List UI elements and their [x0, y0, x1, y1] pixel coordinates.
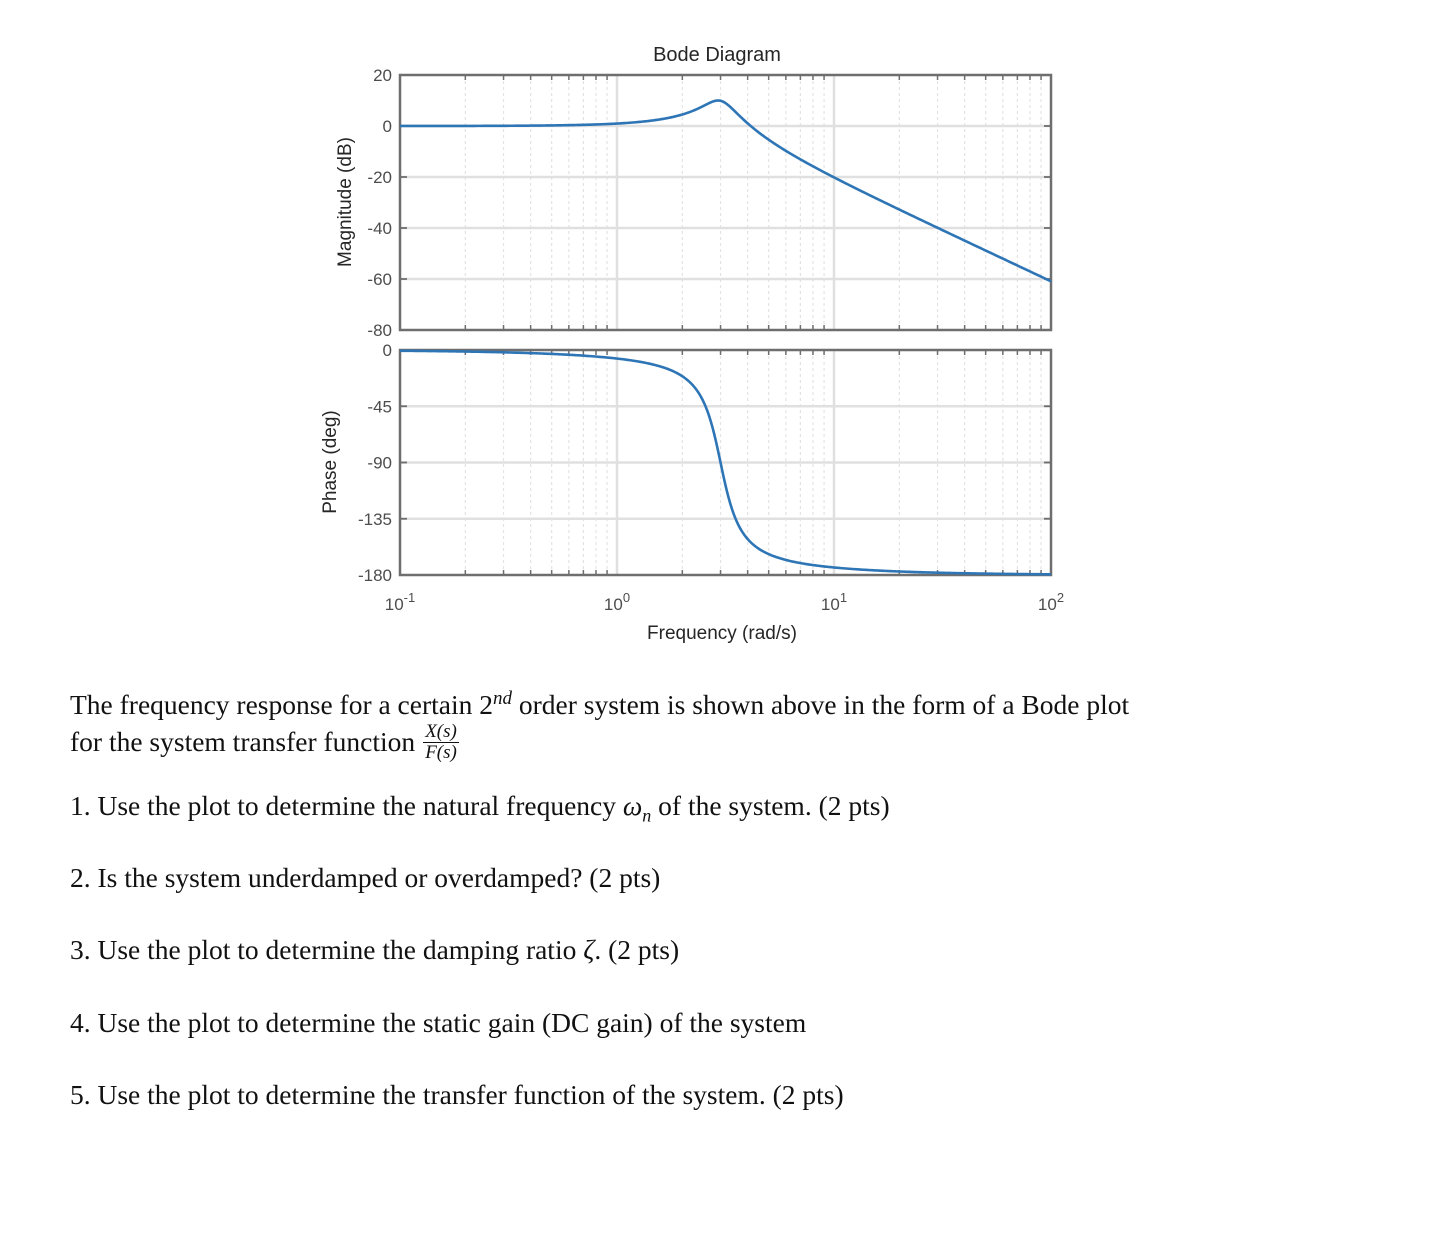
question-5: 5. Use the plot to determine the transfer function of the system. (2 pts) [70, 1079, 844, 1110]
magnitude-axis-label: Magnitude (dB) [335, 137, 356, 267]
x-tick-labels [385, 590, 1064, 614]
phase-y-ticks [358, 341, 392, 585]
y-tick-label: -180 [357, 566, 392, 585]
q1-text-a: 1. Use the plot to determine the natural frequency [70, 790, 623, 821]
y-tick-label: -135 [357, 509, 392, 529]
question-1 [70, 790, 890, 827]
x-tick-label: $10^{-1}$ [384, 590, 416, 614]
x-axis-label: Frequency (rad/s) [647, 623, 797, 644]
fraction-denominator: F(s) [425, 742, 457, 764]
x-tick-label: $10^0$ [603, 590, 631, 614]
y-tick-label: -90 [367, 453, 392, 473]
y-tick-label: -45 [367, 397, 392, 417]
problem-text [70, 680, 1390, 1110]
y-tick-label: -40 [367, 219, 392, 238]
intro-text-c: for the system transfer function [70, 726, 416, 758]
y-tick-label: 0 [382, 117, 392, 136]
x-tick-label: $10^1$ [820, 590, 848, 614]
y-tick-label: 0 [382, 341, 392, 360]
magnitude-plot-area [400, 75, 1051, 330]
omega-subscript: n [642, 805, 652, 826]
q3-text-a: 3. Use the plot to determine the damping ratio [70, 934, 584, 965]
y-tick-label: -80 [367, 321, 392, 340]
question-3 [70, 934, 679, 966]
question-2: 2. Is the system underdamped or overdamped? (2 pts) [70, 862, 661, 893]
intro-text-a: The frequency response for a certain 2 [70, 689, 493, 721]
question-4: 4. Use the plot to determine the static gain (DC gain) of the system [70, 1007, 807, 1038]
q3-text-b: . (2 pts) [594, 934, 680, 965]
phase-axis-label: Phase (deg) [320, 410, 341, 514]
y-tick-label: -60 [367, 270, 392, 289]
magnitude-y-ticks [367, 66, 392, 340]
intro-paragraph [70, 680, 1390, 765]
q1-text-b: of the system. (2 pts) [651, 790, 890, 821]
omega-symbol: ω [622, 790, 643, 821]
fraction-numerator: X(s) [425, 721, 457, 743]
y-tick-label: -20 [367, 168, 392, 187]
zeta-symbol: ζ [583, 934, 595, 965]
x-tick-label: $10^2$ [1037, 590, 1065, 614]
y-tick-label: 20 [373, 66, 392, 85]
chart-title: Bode Diagram [653, 44, 781, 66]
intro-text-b: order system is shown above in the form of a Bode plot [512, 689, 1130, 721]
transfer-function-fraction [423, 722, 459, 763]
intro-superscript: nd [493, 688, 512, 709]
